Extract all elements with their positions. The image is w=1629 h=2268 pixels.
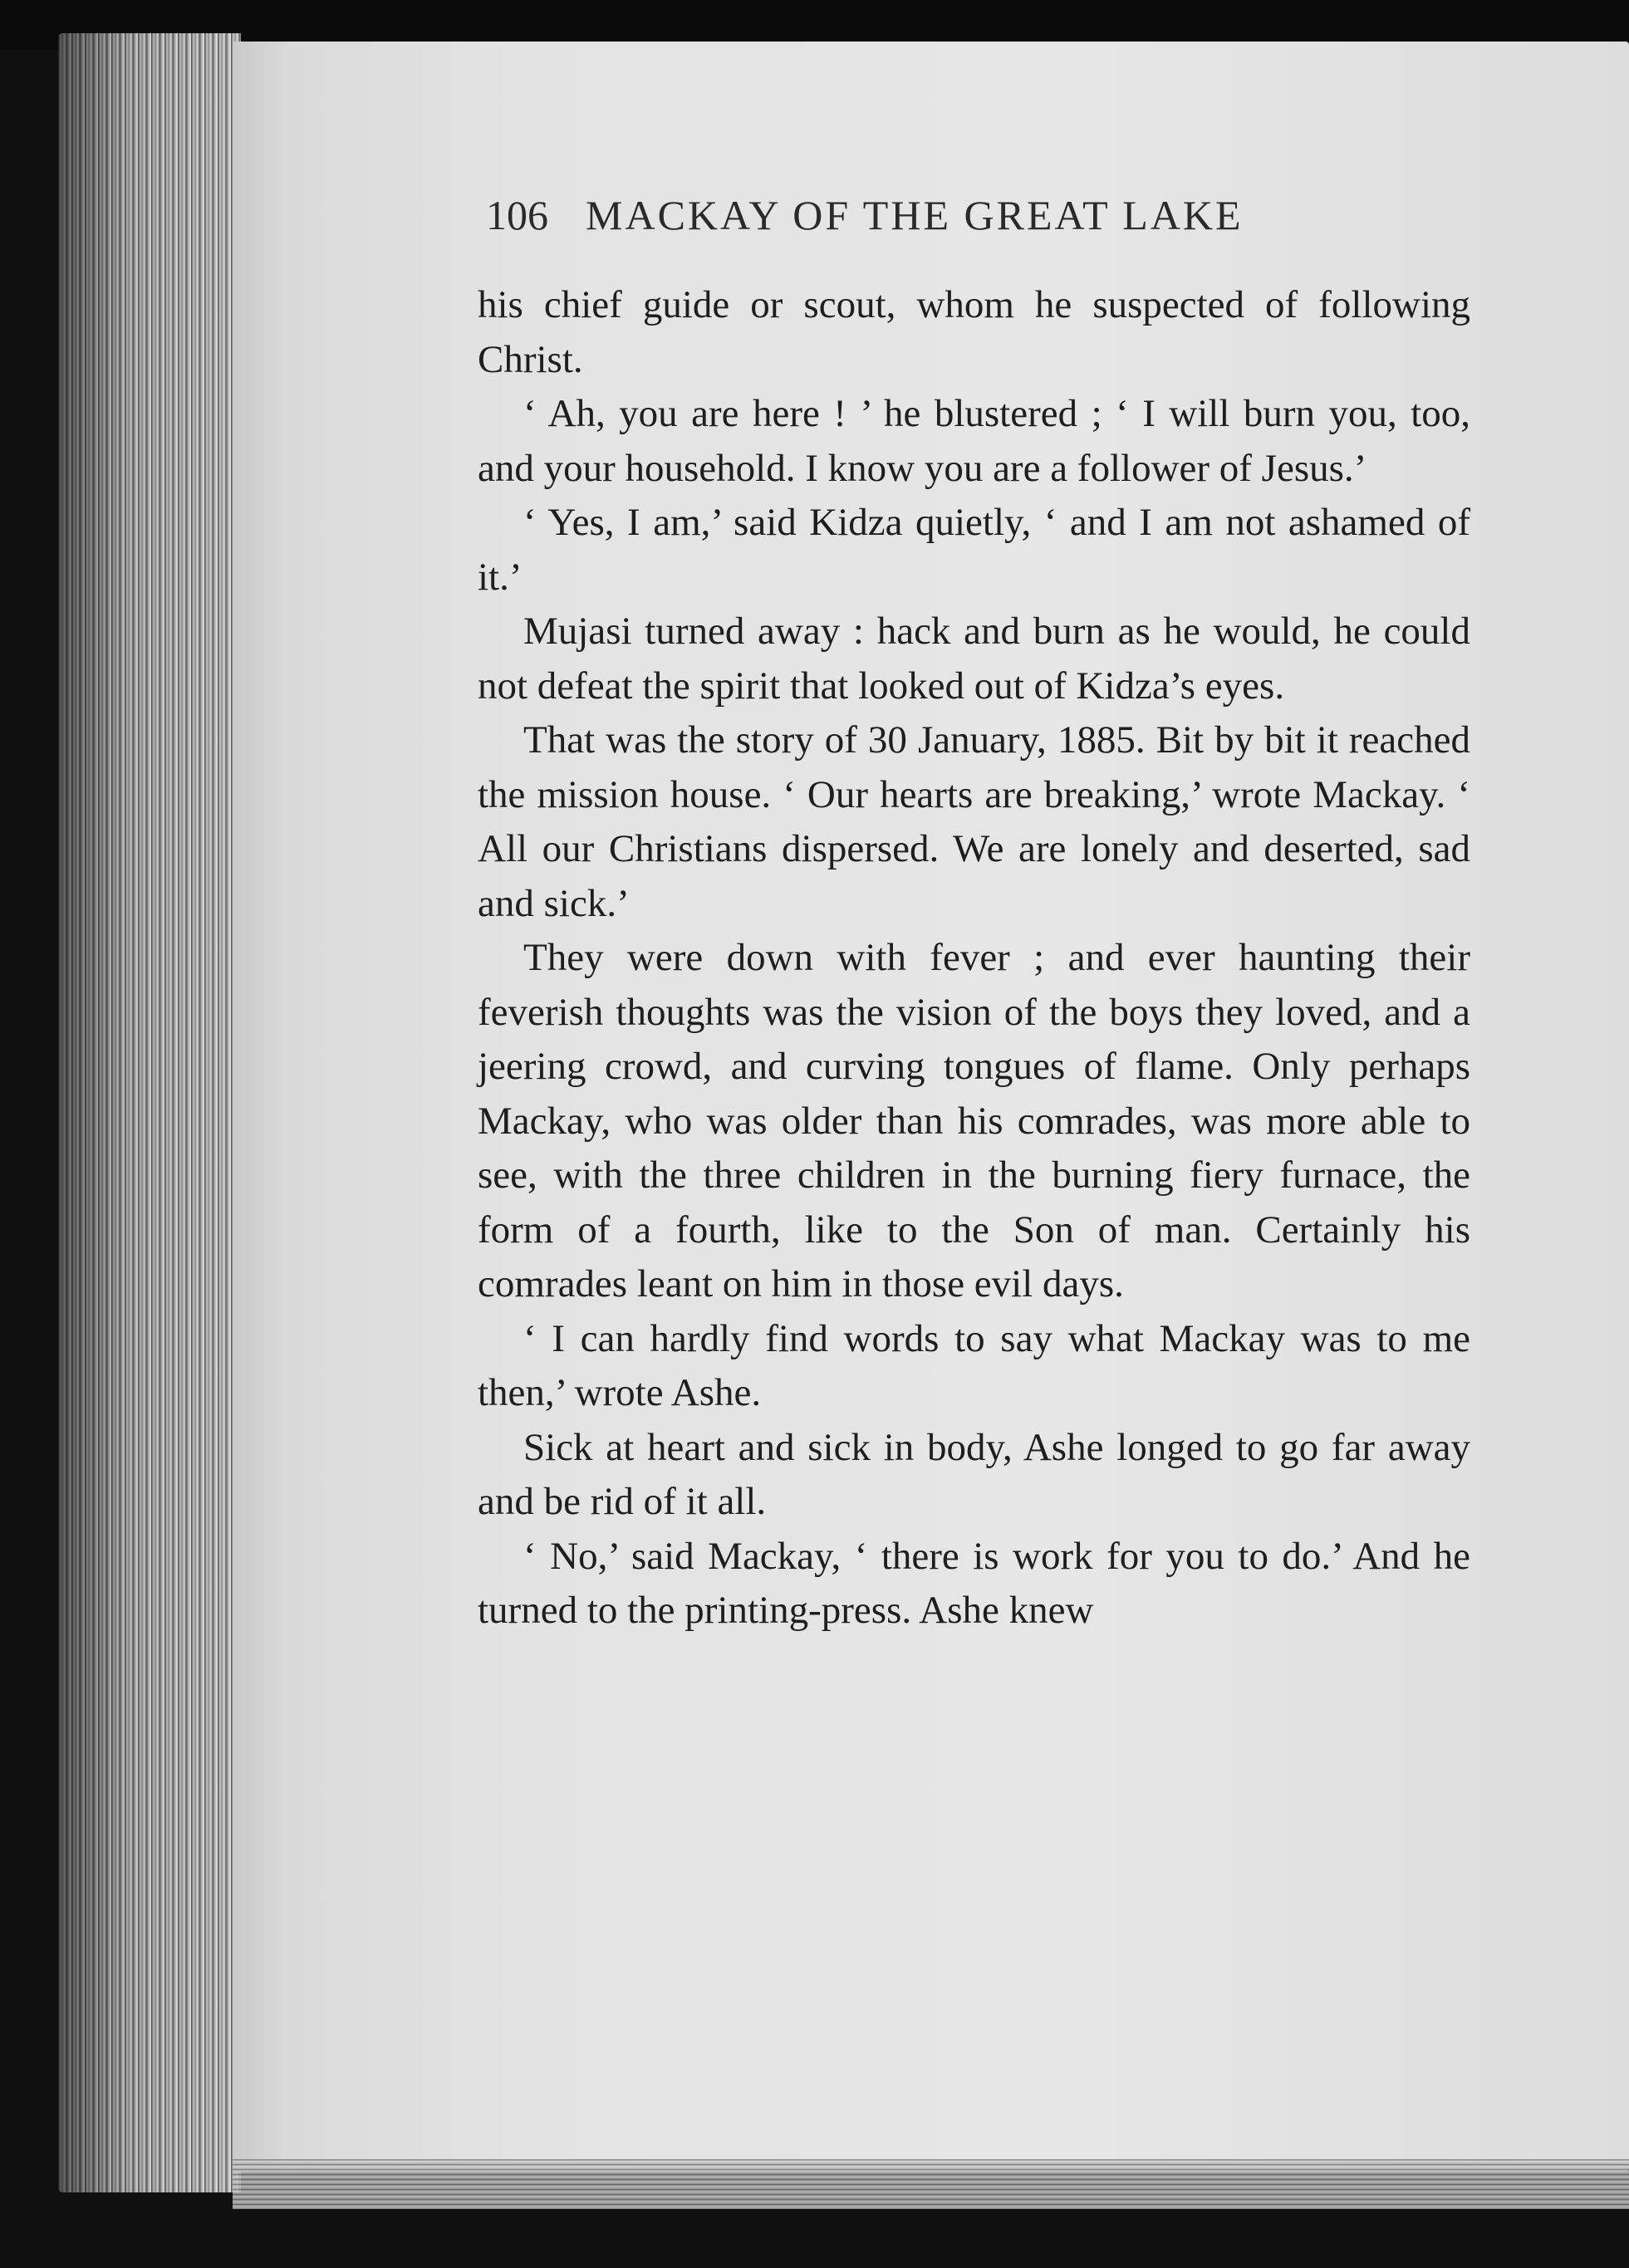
paragraph-3: ‘ Yes, I am,’ said Kidza quietly, ‘ and I am not ashamed of it.’: [478, 501, 1470, 599]
paragraph-4: Mujasi turned away : hack and burn as he would, he could not defeat the spirit that looked out of Kidza’s eyes.: [478, 610, 1470, 708]
paragraph-7: ‘ I can hardly find words to say what Mackay was to me then,’ wrote Ashe.: [478, 1316, 1470, 1414]
paragraph-6: They were down with fever ; and ever haunting their feverish thoughts was the vision of the boys they loved, and a jeering crowd, and curving tongues of flame. Only perhaps Mackay, who was older than his comrades, was more able to see, with the three children in the burning fiery furnace, the form of a fourth, like to the Son of man. Certainly his comrades leant on him in those evil days.: [478, 936, 1470, 1305]
page-number: 106: [486, 192, 548, 238]
paragraph-5: That was the story of 30 January, 1885. Bit by bit it reached the mission house. ‘ Our hearts are breaking,’ wrote Mackay. ‘ All our Christians dispersed. We are lonely and deserted, sad and sick.’: [478, 718, 1470, 925]
paragraph-1: his chief guide or scout, whom he suspected of following Christ.: [478, 283, 1470, 381]
running-header: [486, 191, 1342, 239]
paragraph-2: ‘ Ah, you are here ! ’ he blustered ; ‘ I will burn you, too, and your household. I know you are a follower of Jesus.’: [478, 392, 1470, 490]
running-title: MACKAY OF THE GREAT LAKE: [586, 192, 1244, 238]
page-edges-shadow: [58, 33, 241, 2192]
paragraph-8: Sick at heart and sick in body, Ashe longed to go far away and be rid of it all.: [478, 1425, 1470, 1523]
body-text: [478, 278, 1470, 1639]
bottom-page-edge: [233, 2159, 1629, 2209]
paragraph-9: ‘ No,’ said Mackay, ‘ there is work for you to do.’ And he turned to the printing-press. Ashe knew: [478, 1534, 1470, 1632]
